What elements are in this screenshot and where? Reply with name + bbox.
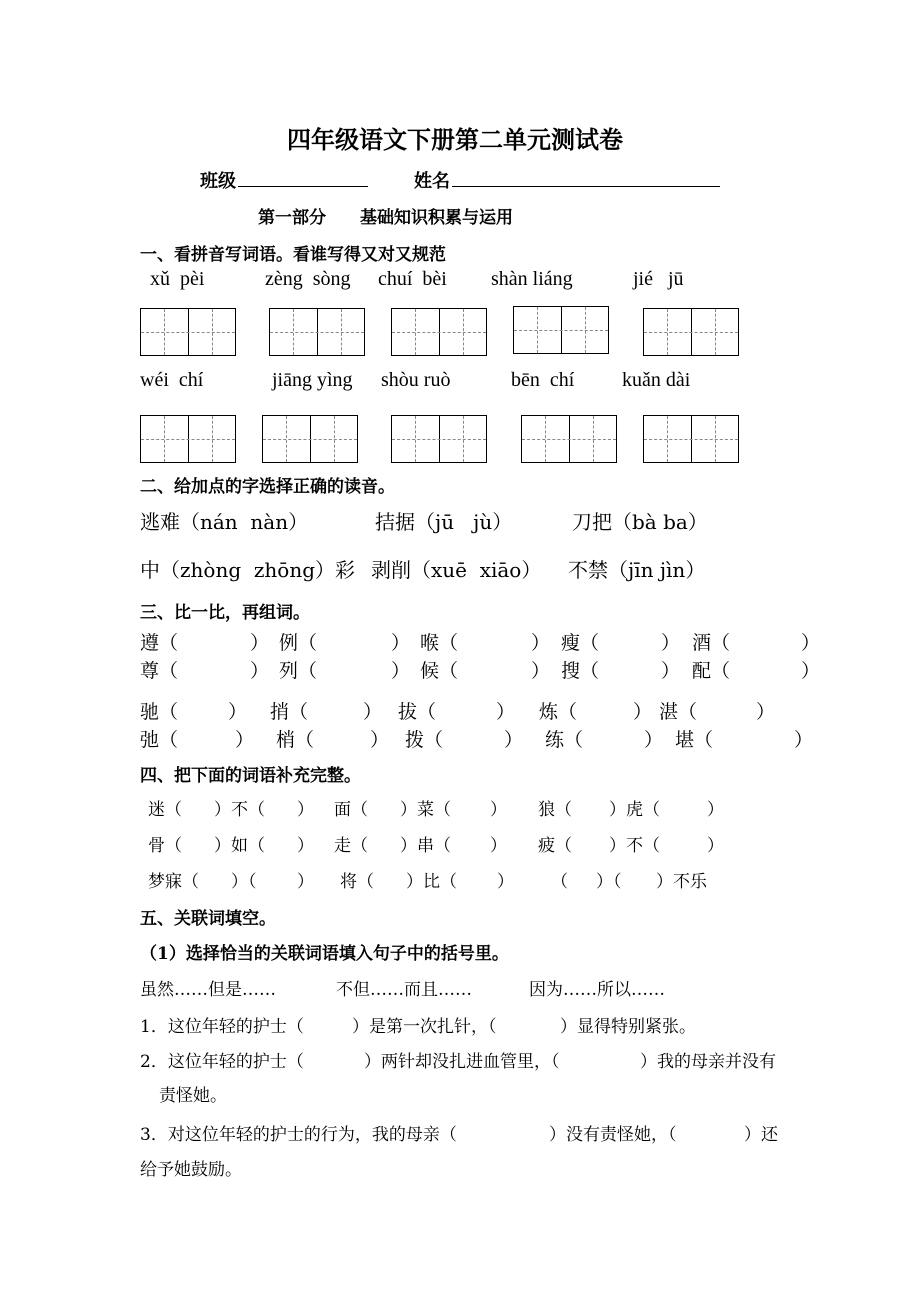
pinyin-8: shòu ruò [381, 369, 451, 391]
idiom-part: ）不（ [609, 836, 660, 856]
compare-char: 梢（ [276, 729, 315, 751]
pinyin-10: kuǎn dài [622, 369, 691, 391]
idiom-part: ） [707, 800, 724, 820]
bracket-close: ） [363, 701, 383, 723]
bracket-close: ） [370, 729, 390, 751]
question-text: 1．这位年轻的护士（ [140, 1017, 304, 1037]
compare-char: 例（ [279, 632, 318, 654]
bracket-close: ） [801, 660, 821, 682]
idiom-part: ） [297, 872, 314, 892]
bracket-close: ） [756, 701, 776, 723]
idiom-part: ） [490, 800, 507, 820]
pinyin-4: shàn liáng [491, 268, 573, 290]
section-5-heading: 五、关联词填空。 [140, 909, 276, 929]
question-text: ）两针却没扎进血管里，（ [364, 1052, 560, 1072]
bracket-close: ） [794, 729, 814, 751]
reading-item: 逃难（nán nàn） [140, 510, 309, 534]
writing-box[interactable] [521, 415, 617, 463]
question-text: 责怪她。 [159, 1086, 227, 1106]
idiom-part: ）不（ [214, 800, 265, 820]
bracket-close: ） [391, 660, 411, 682]
bracket-close: ） [644, 729, 664, 751]
pinyin-9: bēn chí [511, 369, 575, 391]
bracket-close: ） [801, 632, 821, 654]
pinyin-6: wéi chí [140, 369, 204, 391]
question-text: 3．对这位年轻的护士的行为，我的母亲（ [140, 1125, 457, 1145]
name-field[interactable] [452, 168, 720, 187]
conjunction-option: 因为……所以…… [529, 980, 665, 1000]
idiom-part: ）（ [231, 872, 257, 892]
idiom-part: ） [497, 872, 514, 892]
bracket-close: ） [228, 701, 248, 723]
compare-char: 炼（ [539, 701, 578, 723]
writing-box[interactable] [269, 308, 365, 356]
page-title: 四年级语文下册第二单元测试卷 [287, 125, 623, 154]
conjunction-option: 不但……而且…… [336, 980, 472, 1000]
bracket-close: ） [496, 701, 516, 723]
question-text: ）没有责怪她，（ [549, 1125, 677, 1145]
compare-char: 酒（ [692, 632, 731, 654]
pinyin-1: xǔ pèi [150, 268, 205, 290]
compare-char: 遵（ [140, 632, 179, 654]
name-label: 姓名 [414, 171, 450, 192]
question-text: ）显得特别紧张。 [560, 1017, 696, 1037]
idiom-part: 面（ [334, 800, 368, 820]
bracket-close: ） [661, 632, 681, 654]
question-text: ）是第一次扎针，（ [352, 1017, 497, 1037]
compare-char: 弛（ [140, 729, 179, 751]
idiom-part: 梦寐（ [148, 872, 199, 892]
writing-box[interactable] [140, 308, 236, 356]
compare-char: 配（ [692, 660, 731, 682]
idiom-part: ） [707, 836, 724, 856]
compare-char: 练（ [545, 729, 584, 751]
compare-char: 搜（ [561, 660, 600, 682]
compare-char: 喉（ [420, 632, 459, 654]
idiom-part: ） [297, 836, 314, 856]
idiom-part: ）（ [596, 872, 622, 892]
compare-char: 驰（ [140, 701, 179, 723]
reading-item: 刀把（bà ba） [572, 510, 708, 534]
pinyin-7: jiāng yìng [272, 369, 353, 391]
idiom-part: 疲（ [538, 836, 572, 856]
compare-char: 堪（ [675, 729, 714, 751]
idiom-part: ）串（ [400, 836, 451, 856]
question-text: ）还 [744, 1125, 778, 1145]
pinyin-2: zèng sòng [265, 268, 351, 290]
bracket-close: ） [391, 632, 411, 654]
class-label: 班级 [200, 171, 236, 192]
conjunction-option: 虽然……但是…… [140, 980, 276, 1000]
question-text: 2．这位年轻的护士（ [140, 1052, 304, 1072]
section-4-heading: 四、把下面的词语补充完整。 [140, 766, 361, 786]
bracket-close: ） [531, 632, 551, 654]
reading-item: 中（zhòng zhōng）彩 [140, 558, 355, 582]
section-5-subheading: （1）选择恰当的关联词语填入句子中的括号里。 [140, 944, 509, 964]
compare-char: 尊（ [140, 660, 179, 682]
idiom-part: ）比（ [406, 872, 457, 892]
pinyin-3: chuí bèi [378, 268, 447, 290]
reading-item: 不禁（jīn jìn） [568, 558, 706, 582]
writing-box[interactable] [391, 308, 487, 356]
writing-box[interactable] [262, 415, 358, 463]
idiom-part: （ [551, 872, 568, 892]
compare-char: 湛（ [659, 701, 698, 723]
compare-char: 拨（ [405, 729, 444, 751]
question-text: 给予她鼓励。 [140, 1160, 242, 1180]
reading-item: 拮据（jū jù） [375, 510, 513, 534]
idiom-part: ）虎（ [609, 800, 660, 820]
idiom-part: ）如（ [214, 836, 265, 856]
compare-char: 拔（ [398, 701, 437, 723]
section-3-heading: 三、比一比，再组词。 [140, 603, 310, 623]
idiom-part: 将（ [340, 872, 374, 892]
part-title: 基础知识积累与运用 [360, 208, 513, 228]
bracket-close: ） [633, 701, 653, 723]
class-field[interactable] [238, 168, 368, 187]
section-1-heading: 一、看拼音写词语。看谁写得又对又规范 [140, 245, 446, 265]
bracket-close: ） [250, 632, 270, 654]
compare-char: 瘦（ [561, 632, 600, 654]
idiom-part: 骨（ [148, 836, 182, 856]
idiom-part: 迷（ [148, 800, 182, 820]
idiom-part: ） [490, 836, 507, 856]
bracket-close: ） [504, 729, 524, 751]
idiom-part: 走（ [334, 836, 368, 856]
section-2-heading: 二、给加点的字选择正确的读音。 [140, 477, 395, 497]
bracket-close: ） [531, 660, 551, 682]
idiom-part: ）不乐 [656, 872, 707, 892]
bracket-close: ） [250, 660, 270, 682]
compare-char: 列（ [279, 660, 318, 682]
bracket-close: ） [235, 729, 255, 751]
compare-char: 候（ [420, 660, 459, 682]
pinyin-5: jié jū [633, 268, 684, 290]
reading-item: 剥削（xuē xiāo） [371, 558, 542, 582]
compare-char: 捎（ [270, 701, 309, 723]
writing-box[interactable] [140, 415, 236, 463]
writing-box[interactable] [643, 415, 739, 463]
writing-box[interactable] [643, 308, 739, 356]
idiom-part: 狼（ [538, 800, 572, 820]
idiom-part: ）菜（ [400, 800, 451, 820]
question-text: ）我的母亲并没有 [640, 1052, 776, 1072]
bracket-close: ） [661, 660, 681, 682]
writing-box[interactable] [513, 306, 609, 354]
idiom-part: ） [297, 800, 314, 820]
part-label: 第一部分 [258, 208, 326, 228]
writing-box[interactable] [391, 415, 487, 463]
